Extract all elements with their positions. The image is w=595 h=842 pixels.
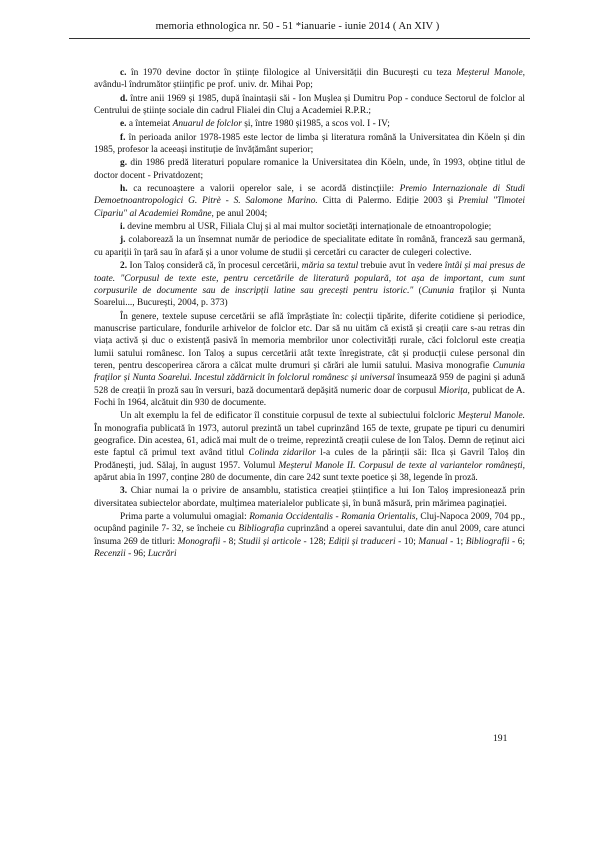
italic-text: Meșterul Manole II. Corpusul de texte al variantelor românești, [278,460,525,471]
text-run: publicat de A. Fochi în 1964, alcătuit din 930 de documente. [94,385,525,408]
header-rule [69,38,530,39]
paragraph [94,157,525,182]
text-run: însumează 959 de pagini și adună 528 de creații în proză sau în versuri, bază documentară depășită numeric doar de corpusul [94,373,526,396]
item-marker: 2. [120,261,128,272]
text-run: colaborează la un însemnat număr de periodice de specialitate editate în română, franceză sau germană, cu apariții în țară sau în afară și a unor volume de studii și cercetări cu caracter de culegeri colective. [94,235,525,258]
paragraph [94,410,525,484]
text-run: între anii 1969 și 1985, după înaintașii săi - Ion Mușlea și Dumitru Pop - conduce Sectorul de folclor al Centrului de științe sociale din cadrul Flialei din Cluj a Academiei R.P.R.; [94,93,525,117]
text-run: din 1986 predă literaturi populare romanice la Universitatea din Köeln, unde, în 1993, obține titlul de doctor docent - Privatdozent; [94,158,525,181]
paragraph [94,67,525,92]
italic-text: Recenzii [94,549,126,560]
text-run: apărut abia în 1997, conține 280 de documente, din care 242 sunt texte poetice și 38, legende în proză. [94,473,478,483]
text-run: Un alt exemplu la fel de edificator îl constituie corpusul de texte al subiectului folcloric [120,411,458,422]
text-run: avându-l îndrumător științific pe prof. univ. dr. Mihai Pop; [94,80,313,91]
italic-text: Studii și articole [238,536,301,547]
italic-text: Bibliografia [238,524,285,535]
text-run: devine membru al USR, Filiala Cluj și al mai multor societăți internaționale de etnoantropologie; [124,222,492,233]
text-run: - 8; [220,536,239,547]
text-run: ca recunoaștere a valorii operelor sale, i se acordă distincțiile: [127,184,400,195]
item-marker: e. [120,119,127,130]
text-run: În monografia publicată în 1973, autorul prezintă un tabel cuprinzând 165 de texte, grupate pe tipuri cu denumiri geografice. Din acestea, 61, adică mai mult de o treime, reprezintă creații culese de Ion Taloș. Demn de reținut aici este faptul că primul text având titlul [94,423,525,459]
italic-text: Lucrări [147,549,177,560]
paragraph [94,118,525,130]
text-run: în perioada anilor 1978-1985 este lector de limba și literatura română la Universitatea din Köeln și din 1985, profesor la aceeași instituție de învățământ superior; [94,132,525,156]
paragraph [94,183,525,220]
text-run: pe anul 2004; [213,208,268,219]
item-marker: 3. [120,486,128,497]
page-number: 191 [493,733,508,744]
paragraph [94,221,525,233]
item-marker: h. [120,184,128,195]
italic-text: Meșterul Manole, [456,68,525,78]
text-run: - 128; [300,536,329,547]
italic-text: măria sa textul [301,261,359,272]
text-run: Chiar numai la o privire de ansamblu, statistica creației științifice a lui Ion Taloș impresionează prin diversitatea subiectelor abordate, mulțimea materialelor publicate și, în bună măsură, prin mărimea paginației. [94,486,525,509]
text-run: Cluj-Napoca 2009, 704 pp., ocupând paginile 7- 32, se încheie cu [94,512,525,535]
paragraph [94,311,525,410]
text-run: fraților și Nunta Soarelui..., București, 2004, p. 373) [94,285,525,309]
italic-text: Premio Internazionale di Studi Demoetnoantropologici G. Pitrè - S. Salomone Marino. [94,184,525,207]
italic-text: Monografii [177,536,221,547]
italic-text: Romania Occidentalis - Romania Orientalis, [249,512,418,523]
text-run: Citta di Palermo. Ediție 2003 și [317,196,459,207]
item-marker: j. [120,235,126,246]
paragraph [94,260,525,309]
text-run: l-a cules de la părinții săi: Ilca și Gavril Taloș din Prodănești, jud. Sălaj, în august 1957. Volumul [94,448,525,471]
text-run: și, între 1980 și1985, a scos vol. I - IV; [241,119,390,130]
italic-text: Ediții și traduceri [328,536,396,547]
text-run: În genere, textele supuse cercetării se află împrăștiate în: colecții tipărite, diferite cotidiene și periodice, manuscrise particulare, fondurile arhivelor de folclor etc. Dar să nu uităm că există și creații care s-au retras din viața activă și duc o existență pasivă în memoria membrilor unor colectivități rurale, căci folclorul este creația lumii satului românesc. Ion Taloș a supus cercetării atât texte înregistrate, cât și producții culese personal din teren, pentru descoperirea cărora a călcat multe drumuri și cărări ale lumii satului. Masiva monografie [94,311,525,371]
text-run: - 1; [447,536,466,547]
paragraph [94,234,525,259]
text-run: Ion Taloș consideră că, în procesul cercetării, [127,261,302,272]
italic-text: Meșterul Manole. [457,411,526,422]
text-run: a întemeiat [126,119,173,130]
item-marker: c. [120,68,127,78]
text-run: - 10; [395,536,419,547]
item-marker: f. [120,132,126,143]
paragraph [94,132,525,157]
text-run: cuprinzând a operei savantului, date din anul 2009, care atunci însuma 269 de titluri: [94,524,525,547]
paragraph [94,511,525,560]
paragraph [94,485,525,510]
italic-text: întâi și mai presus de toate. "Corpusul de texte este, pentru cercetările de literatură populară, tot așa de important, cum sunt corpusurile de documente sau de inscripții latine sau grecești pentru istoric." [94,261,525,296]
italic-text: Bibliografii [465,536,510,547]
item-marker: i. [120,222,125,233]
italic-text: Manual [418,536,448,547]
text-run: - 96; [125,549,148,560]
italic-text: Cununia [421,285,455,296]
italic-text: Colinda zidarilor [248,448,316,459]
text-run: - 6; [509,536,525,547]
running-header: memoria ethnologica nr. 50 - 51 *ianuarie - iunie 2014 ( An XIV ) [155,21,440,32]
text-run: ( [413,285,422,296]
italic-text: Cununia fraților și Nunta Soarelui. Incestul zădărnicit în folclorul românesc și universal [94,360,525,384]
italic-text: Miorița, [438,385,470,396]
text-run: în 1970 devine doctor în științe filologice al Universității din București cu teza [126,68,457,78]
article-body [94,67,525,560]
item-marker: d. [120,93,128,104]
italic-text: Anuarul de folclor [172,119,242,130]
item-marker: g. [120,158,128,169]
italic-text: Premiul "Timotei Cipariu" al Academiei Române, [94,196,526,219]
paragraph [94,93,525,118]
text-run: Prima parte a volumului omagial: [120,512,250,523]
text-run: trebuie avut în vedere [358,261,445,272]
